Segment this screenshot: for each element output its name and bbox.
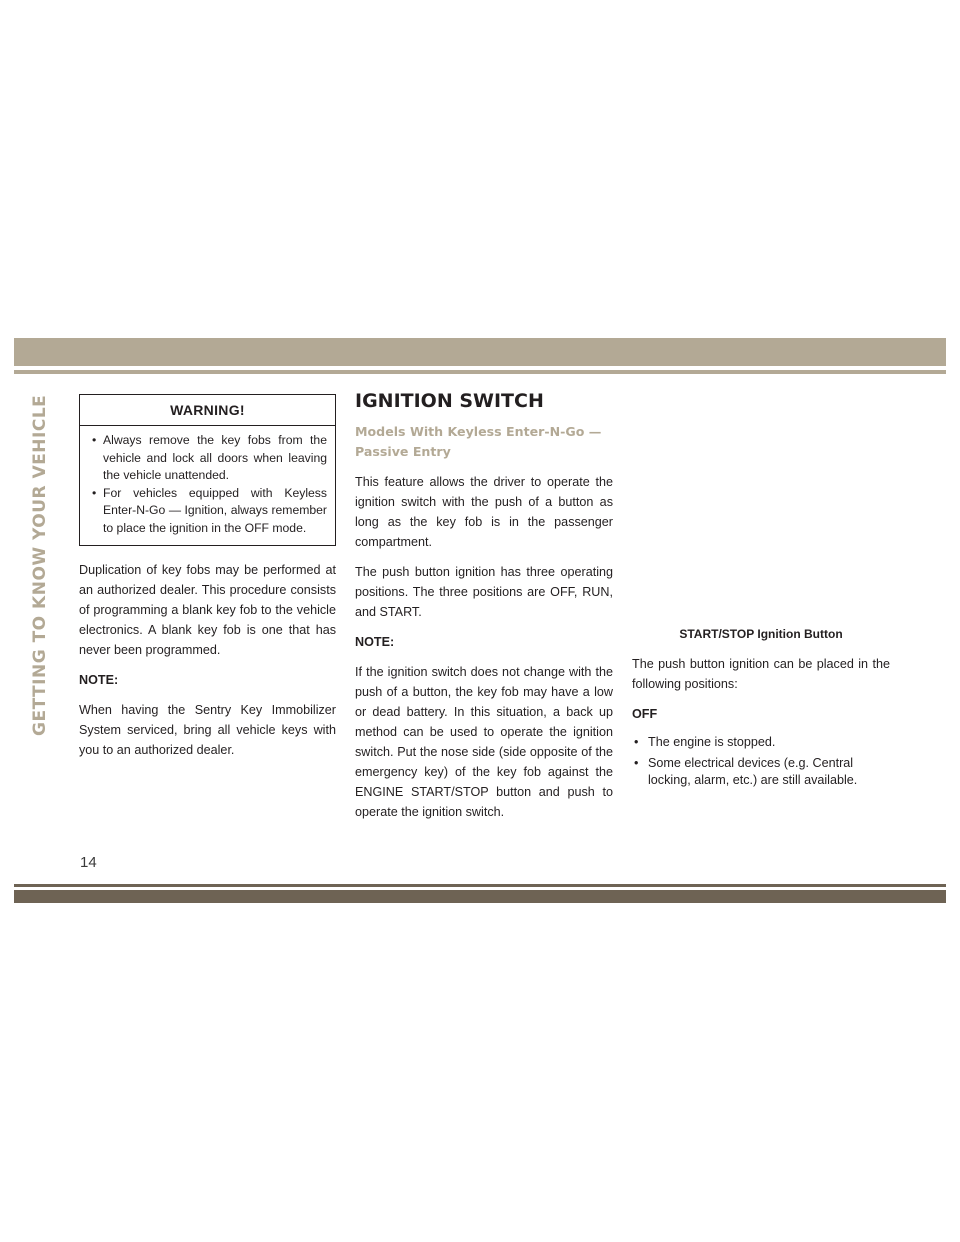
positions-intro-paragraph: The push button ignition can be placed in the following positions: <box>632 657 890 691</box>
note-text: If the ignition switch does not change with the push of a button, the key fob may have a low or dead battery. In this situation, a back up method can be used to operate the ignition switch. Put the nose side (side opposite of the emergency key) of the key fob against the ENGINE START/STOP button and push to operate the ignition switch. <box>355 665 613 819</box>
top-header-band <box>14 338 946 366</box>
middle-column <box>355 390 613 832</box>
warning-list <box>88 432 327 537</box>
note-label: NOTE: <box>355 635 395 649</box>
warning-box <box>79 394 336 546</box>
top-header-rule <box>14 370 946 374</box>
section-heading: IGNITION SWITCH <box>355 390 544 412</box>
bottom-footer-band <box>14 890 946 903</box>
warning-item: • Always remove the key fobs from the vehicle and lock all doors when leaving the vehicle unattended. <box>92 432 327 485</box>
off-list-item: • Some electrical devices (e.g. Central locking, alarm, etc.) are still available. <box>632 755 890 789</box>
side-chapter-title <box>30 395 66 825</box>
note-text: When having the Sentry Key Immobilizer System serviced, bring all vehicle keys with you to an authorized dealer. <box>79 703 336 757</box>
subsection-heading: Models With Keyless Enter-N-Go — Passive Entry <box>355 424 602 459</box>
bottom-footer-rule <box>14 884 946 887</box>
warning-item: • For vehicles equipped with Keyless Enter-N-Go — Ignition, always remember to place the ignition in the OFF mode. <box>92 485 327 538</box>
warning-heading: WARNING! <box>80 395 335 426</box>
off-label: OFF <box>632 707 658 721</box>
figure-caption: START/STOP Ignition Button <box>679 627 843 641</box>
left-column <box>79 394 336 770</box>
feature-paragraph: This feature allows the driver to operate the ignition switch with the push of a button as long as the key fob is in the passenger compartment. <box>355 475 613 549</box>
off-list-item: • The engine is stopped. <box>632 734 890 751</box>
warning-body <box>80 426 335 545</box>
note-label: NOTE: <box>79 673 119 687</box>
right-column <box>632 654 890 793</box>
side-chapter-title-text: GETTING TO KNOW YOUR VEHICLE <box>30 395 50 737</box>
off-list <box>632 734 890 789</box>
positions-paragraph: The push button ignition has three operating positions. The three positions are OFF, RUN, and START. <box>355 565 613 619</box>
page-number: 14 <box>80 854 97 871</box>
key-fob-duplication-paragraph: Duplication of key fobs may be performed at an authorized dealer. This procedure consists of programming a blank key fob to the vehicle electronics. A blank key fob is one that has never been programmed. <box>79 563 336 657</box>
